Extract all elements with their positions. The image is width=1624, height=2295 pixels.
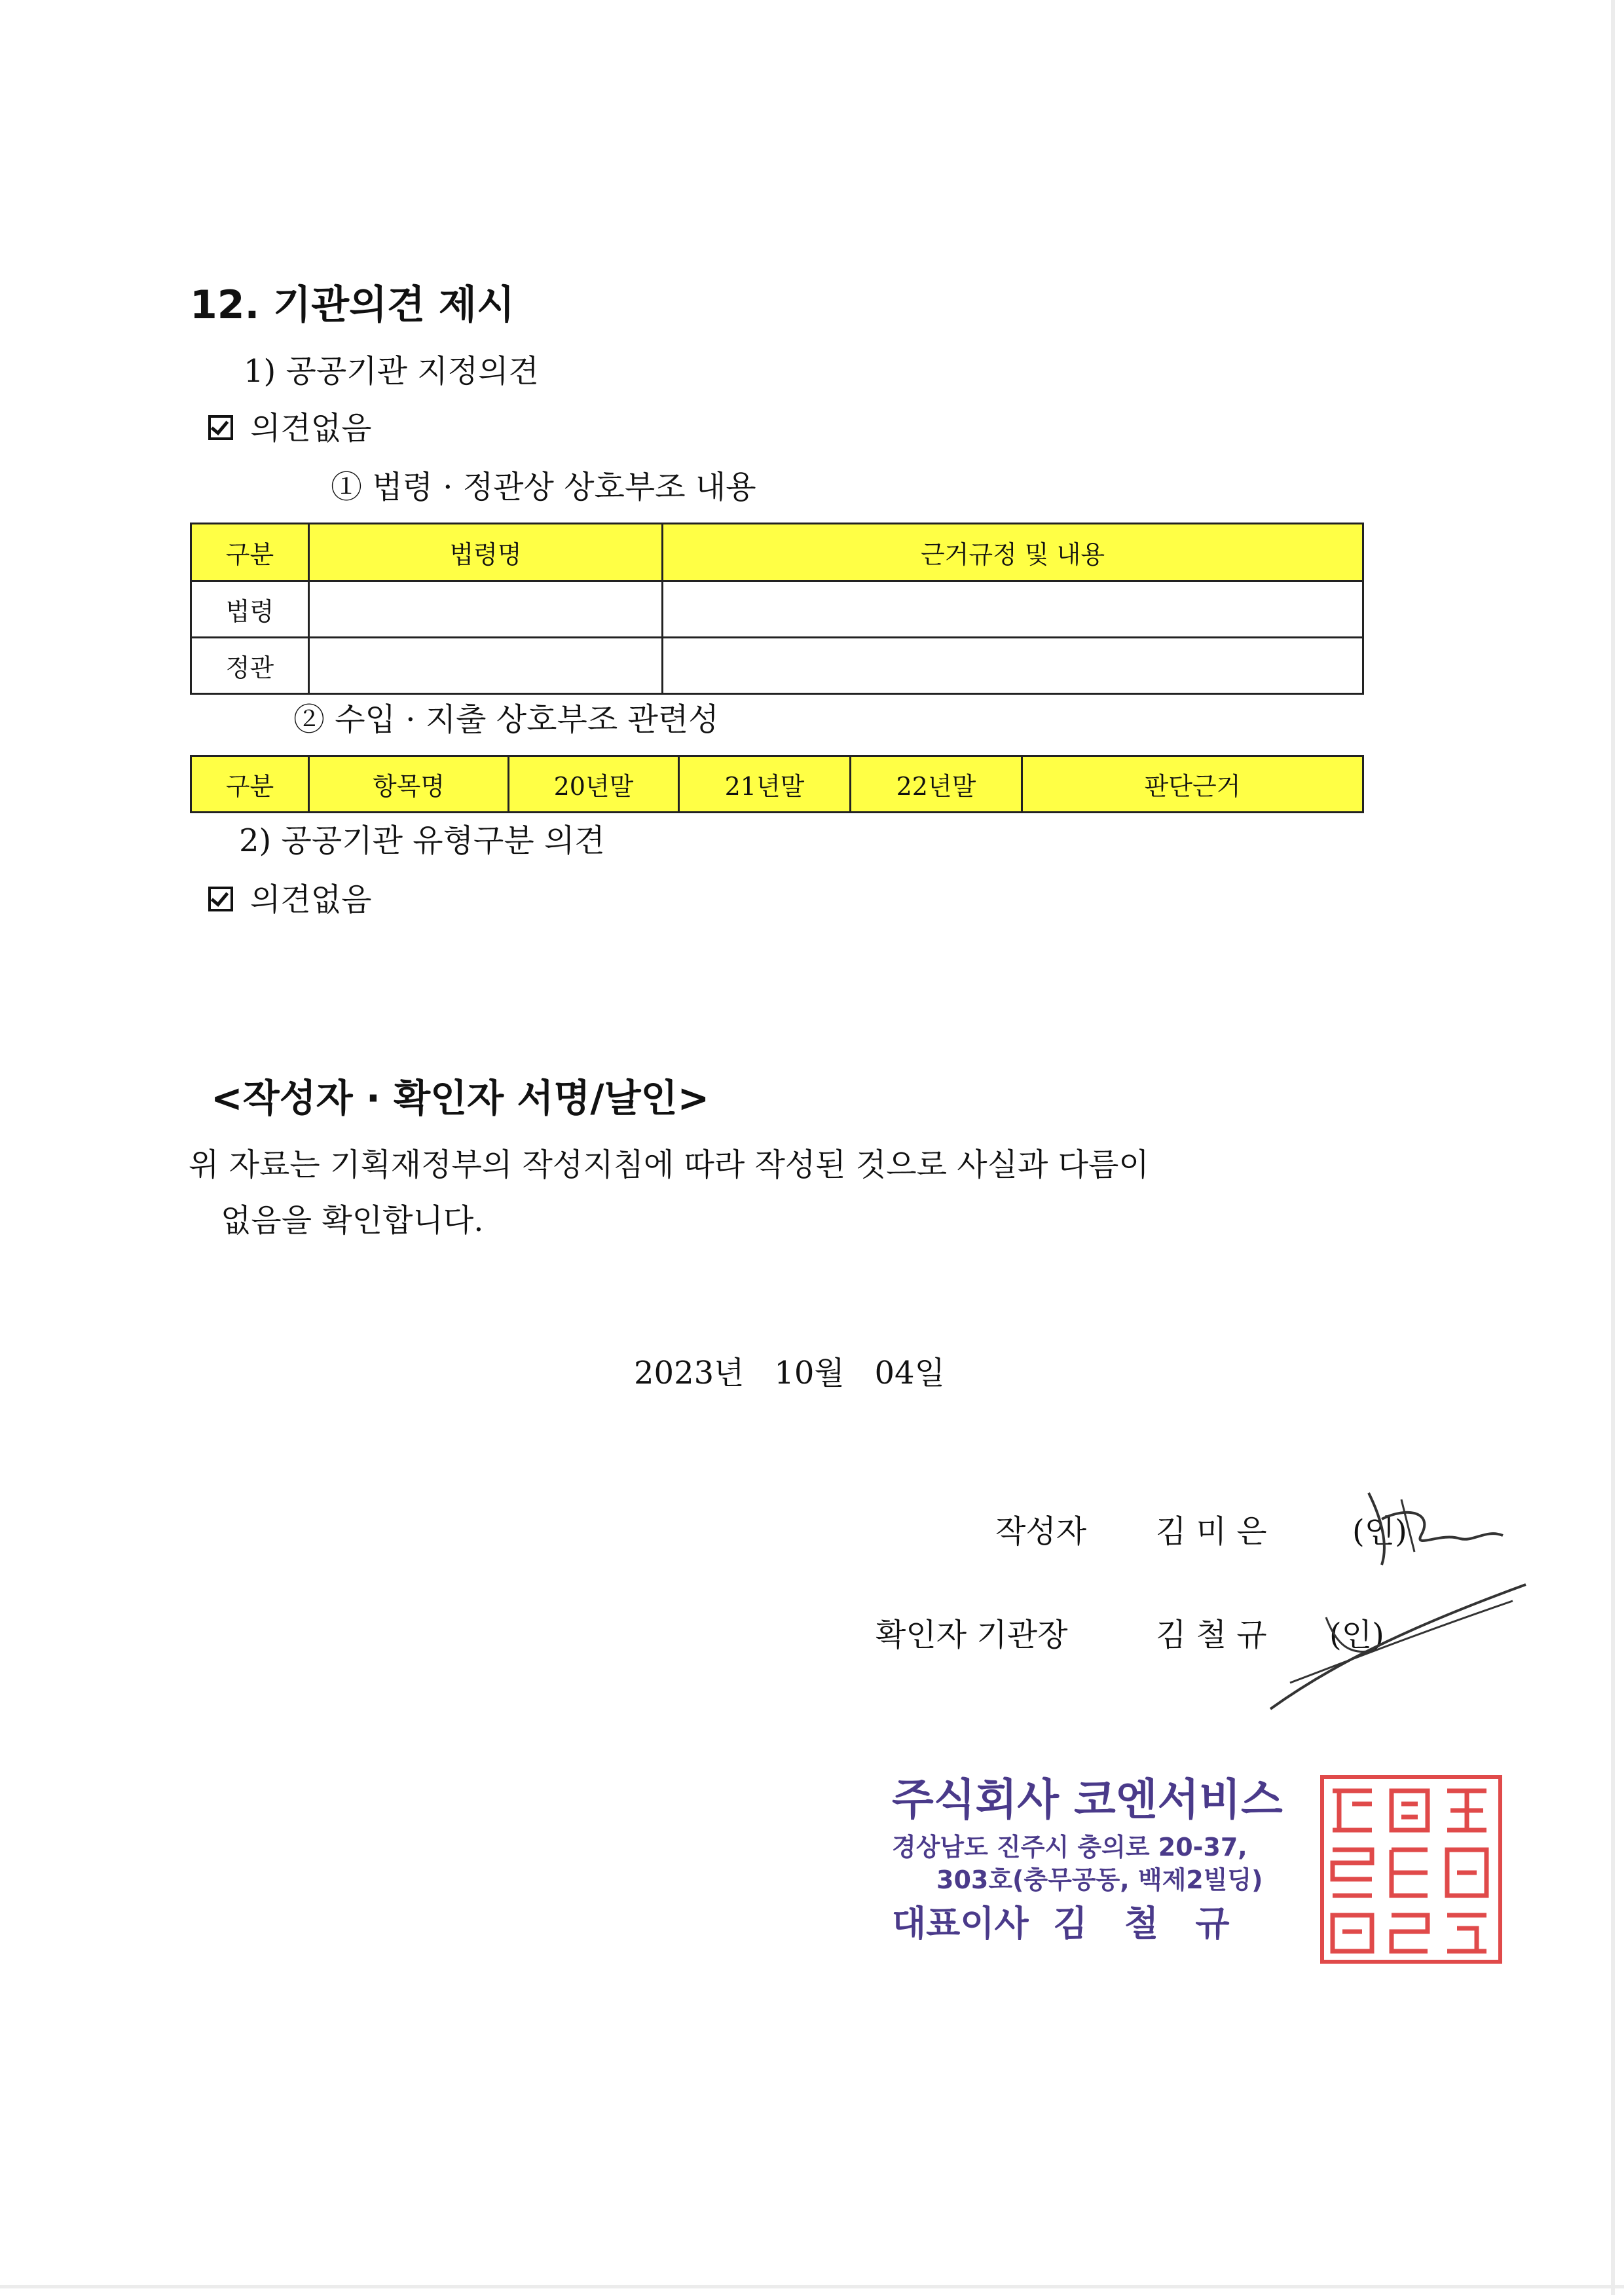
header-cell-2020: 20년말 (509, 756, 679, 813)
table-cell (309, 638, 663, 694)
header-cell-category: 구분 (191, 524, 309, 581)
table-header-row (191, 524, 1363, 581)
header-cell-2021: 21년말 (679, 756, 851, 813)
company-name: 주식회사 코엔서비스 (892, 1774, 1283, 1825)
confirmer-signature-icon (1264, 1565, 1539, 1716)
company-address-2: 303호(충무공동, 백제2빌딩) (936, 1865, 1263, 1894)
row-label-law: 법령 (191, 581, 309, 638)
writer-signature-icon (1342, 1473, 1526, 1571)
revenue-expense-table (190, 755, 1364, 813)
item1-title: ① 법령 · 정관상 상호부조 내용 (331, 469, 756, 505)
header-cell-law-name: 법령명 (309, 524, 663, 581)
header-cell-item-name: 항목명 (309, 756, 509, 813)
confirmer-label: 확인자 기관장 (876, 1617, 1068, 1653)
table-row (191, 638, 1363, 694)
table-cell (663, 638, 1363, 694)
page-edge-right (1611, 0, 1615, 2295)
header-cell-category: 구분 (191, 756, 309, 813)
checkbox-checked-icon[interactable] (208, 887, 233, 911)
sub1-title: 1) 공공기관 지정의견 (244, 353, 539, 390)
sub1-checkbox-row (208, 403, 371, 448)
table-header-row (191, 756, 1363, 813)
writer-seal-label: (인) (1352, 1513, 1407, 1550)
confirmer-name: 김 철 규 (1156, 1617, 1267, 1653)
statement-line-2: 없음을 확인합니다. (221, 1202, 484, 1239)
section-title: 12. 기관의견 제시 (190, 282, 515, 328)
sub2-checkbox-label: 의견없음 (250, 881, 372, 918)
table-cell (663, 581, 1363, 638)
row-label-articles: 정관 (191, 638, 309, 694)
header-cell-judgement: 판단근거 (1022, 756, 1363, 813)
page-edge-bottom (0, 2285, 1624, 2288)
confirmer-seal-label: (인) (1329, 1617, 1384, 1653)
header-cell-2022: 22년말 (851, 756, 1022, 813)
legal-basis-table (190, 523, 1364, 695)
signature-heading: <작성자 · 확인자 서명/날인> (211, 1076, 710, 1120)
table-row (191, 581, 1363, 638)
header-cell-basis: 근거규정 및 내용 (663, 524, 1363, 581)
sub2-title: 2) 공공기관 유형구분 의견 (239, 822, 605, 859)
sub1-checkbox-label: 의견없음 (250, 410, 372, 447)
company-ceo: 대표이사 김 철 규 (892, 1903, 1230, 1944)
company-seal-icon (1320, 1774, 1503, 1964)
statement-line-1: 위 자료는 기획재정부의 작성지침에 따라 작성된 것으로 사실과 다름이 (189, 1147, 1149, 1183)
table-cell (309, 581, 663, 638)
date-text: 2023년 10월 04일 (634, 1355, 945, 1391)
sub2-checkbox-row (208, 874, 371, 919)
item2-title: ② 수입 · 지출 상호부조 관련성 (293, 701, 719, 738)
checkbox-checked-icon[interactable] (208, 415, 233, 440)
company-address-1: 경상남도 진주시 충의로 20-37, (892, 1833, 1247, 1862)
writer-name: 김 미 은 (1156, 1513, 1267, 1550)
writer-label: 작성자 (995, 1513, 1087, 1550)
